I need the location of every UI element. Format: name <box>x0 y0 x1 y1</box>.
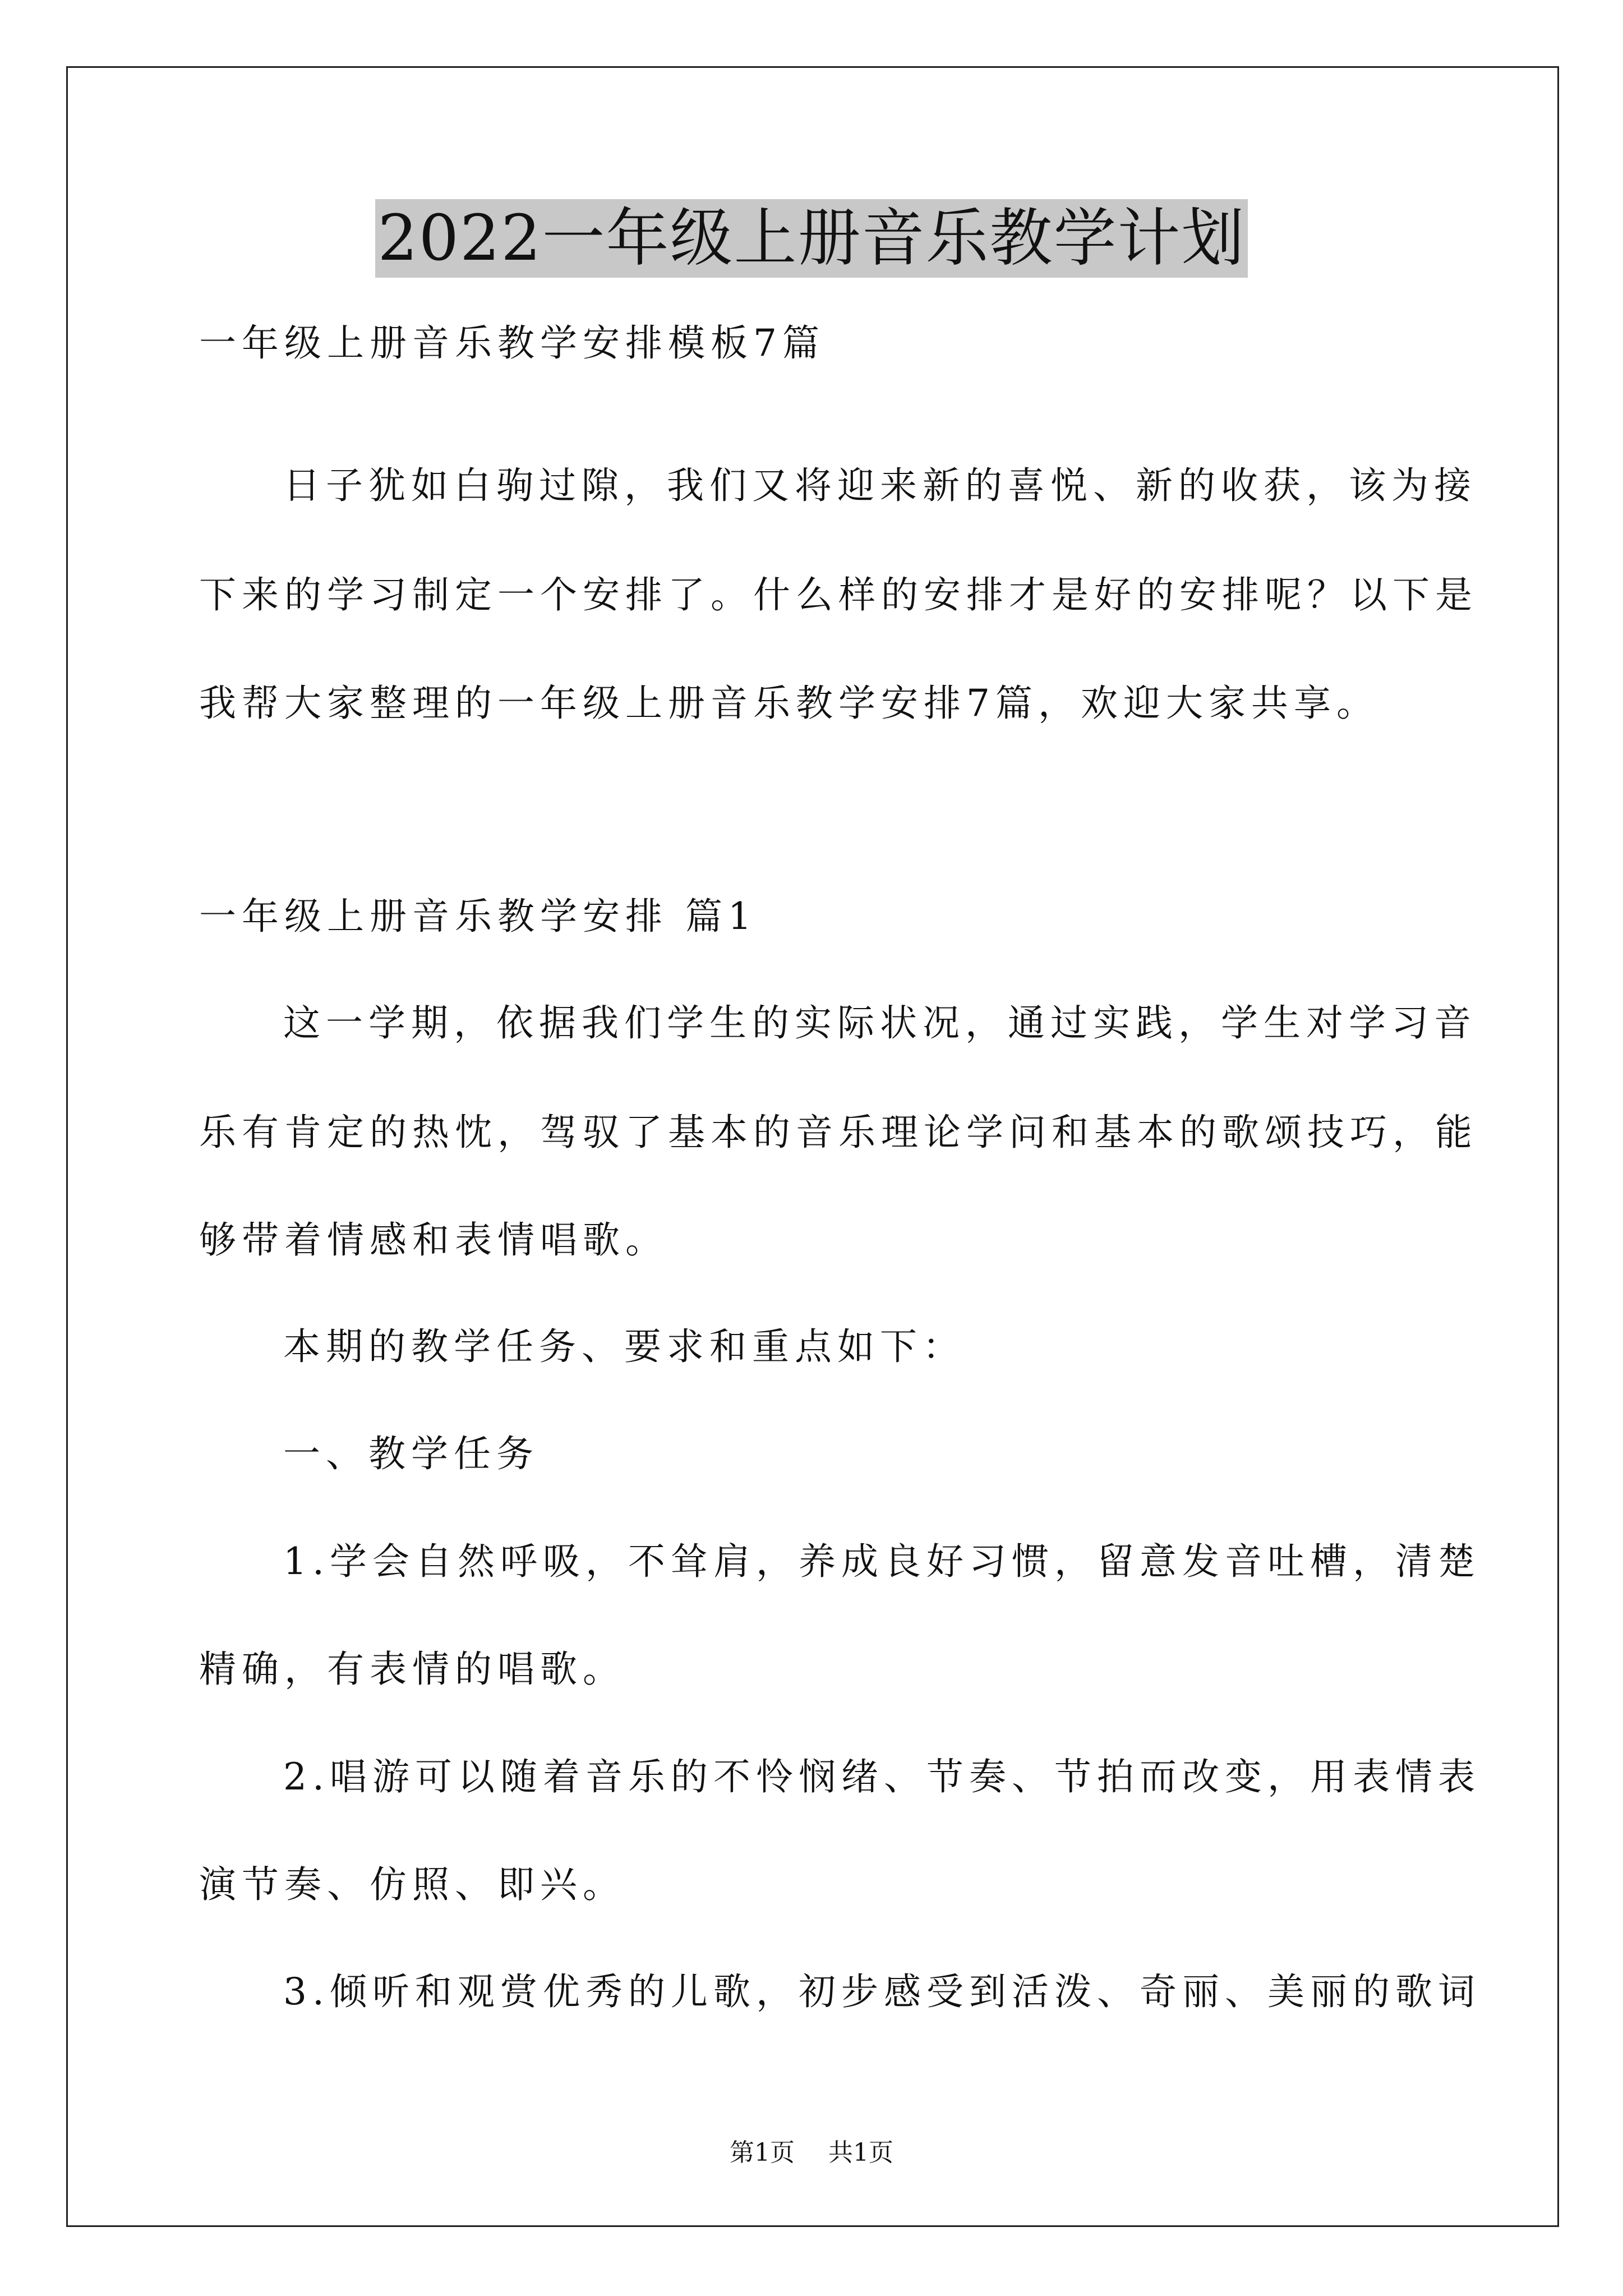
body-line-10: 3.倾听和观赏优秀的儿歌，初步感受到活泼、奇丽、美丽的歌词 <box>283 1970 1481 2013</box>
body-line-3: 够带着情感和表情唱歌。 <box>199 1218 668 1262</box>
page-number: 第1页 <box>730 2138 795 2167</box>
intro-line-2: 下来的学习制定一个安排了。什么样的安排才是好的安排呢？以下是 <box>199 573 1478 616</box>
page-total: 共1页 <box>828 2138 893 2167</box>
intro-line-3: 我帮大家整理的一年级上册音乐教学安排7篇，欢迎大家共享。 <box>199 682 1379 725</box>
body-line-9: 演节奏、仿照、即兴。 <box>199 1863 625 1906</box>
document-subtitle: 一年级上册音乐教学安排模板7篇 <box>199 321 825 365</box>
body-line-7: 精确，有表情的唱歌。 <box>199 1648 625 1691</box>
body-line-1: 这一学期，依据我们学生的实际状况，通过实践，学生对学习音 <box>283 1001 1477 1045</box>
body-line-2: 乐有肯定的热忱，驾驭了基本的音乐理论学问和基本的歌颂技巧，能 <box>199 1111 1478 1154</box>
section-heading: 一年级上册音乐教学安排 篇1 <box>199 895 757 938</box>
intro-line-1: 日子犹如白驹过隙，我们又将迎来新的喜悦、新的收获，该为接 <box>283 464 1477 507</box>
body-line-5: 一、教学任务 <box>283 1432 539 1475</box>
title-container <box>0 199 1623 278</box>
body-line-4: 本期的教学任务、要求和重点如下： <box>283 1325 965 1368</box>
body-line-8: 2.唱游可以随着音乐的不怜悯绪、节奏、节拍而改变，用表情表 <box>283 1755 1481 1798</box>
body-line-6: 1.学会自然呼吸，不耸肩，养成良好习惯，留意发音吐槽，清楚 <box>283 1540 1481 1583</box>
page-footer <box>0 2136 1623 2170</box>
document-title: 2022一年级上册音乐教学计划 <box>375 199 1247 278</box>
